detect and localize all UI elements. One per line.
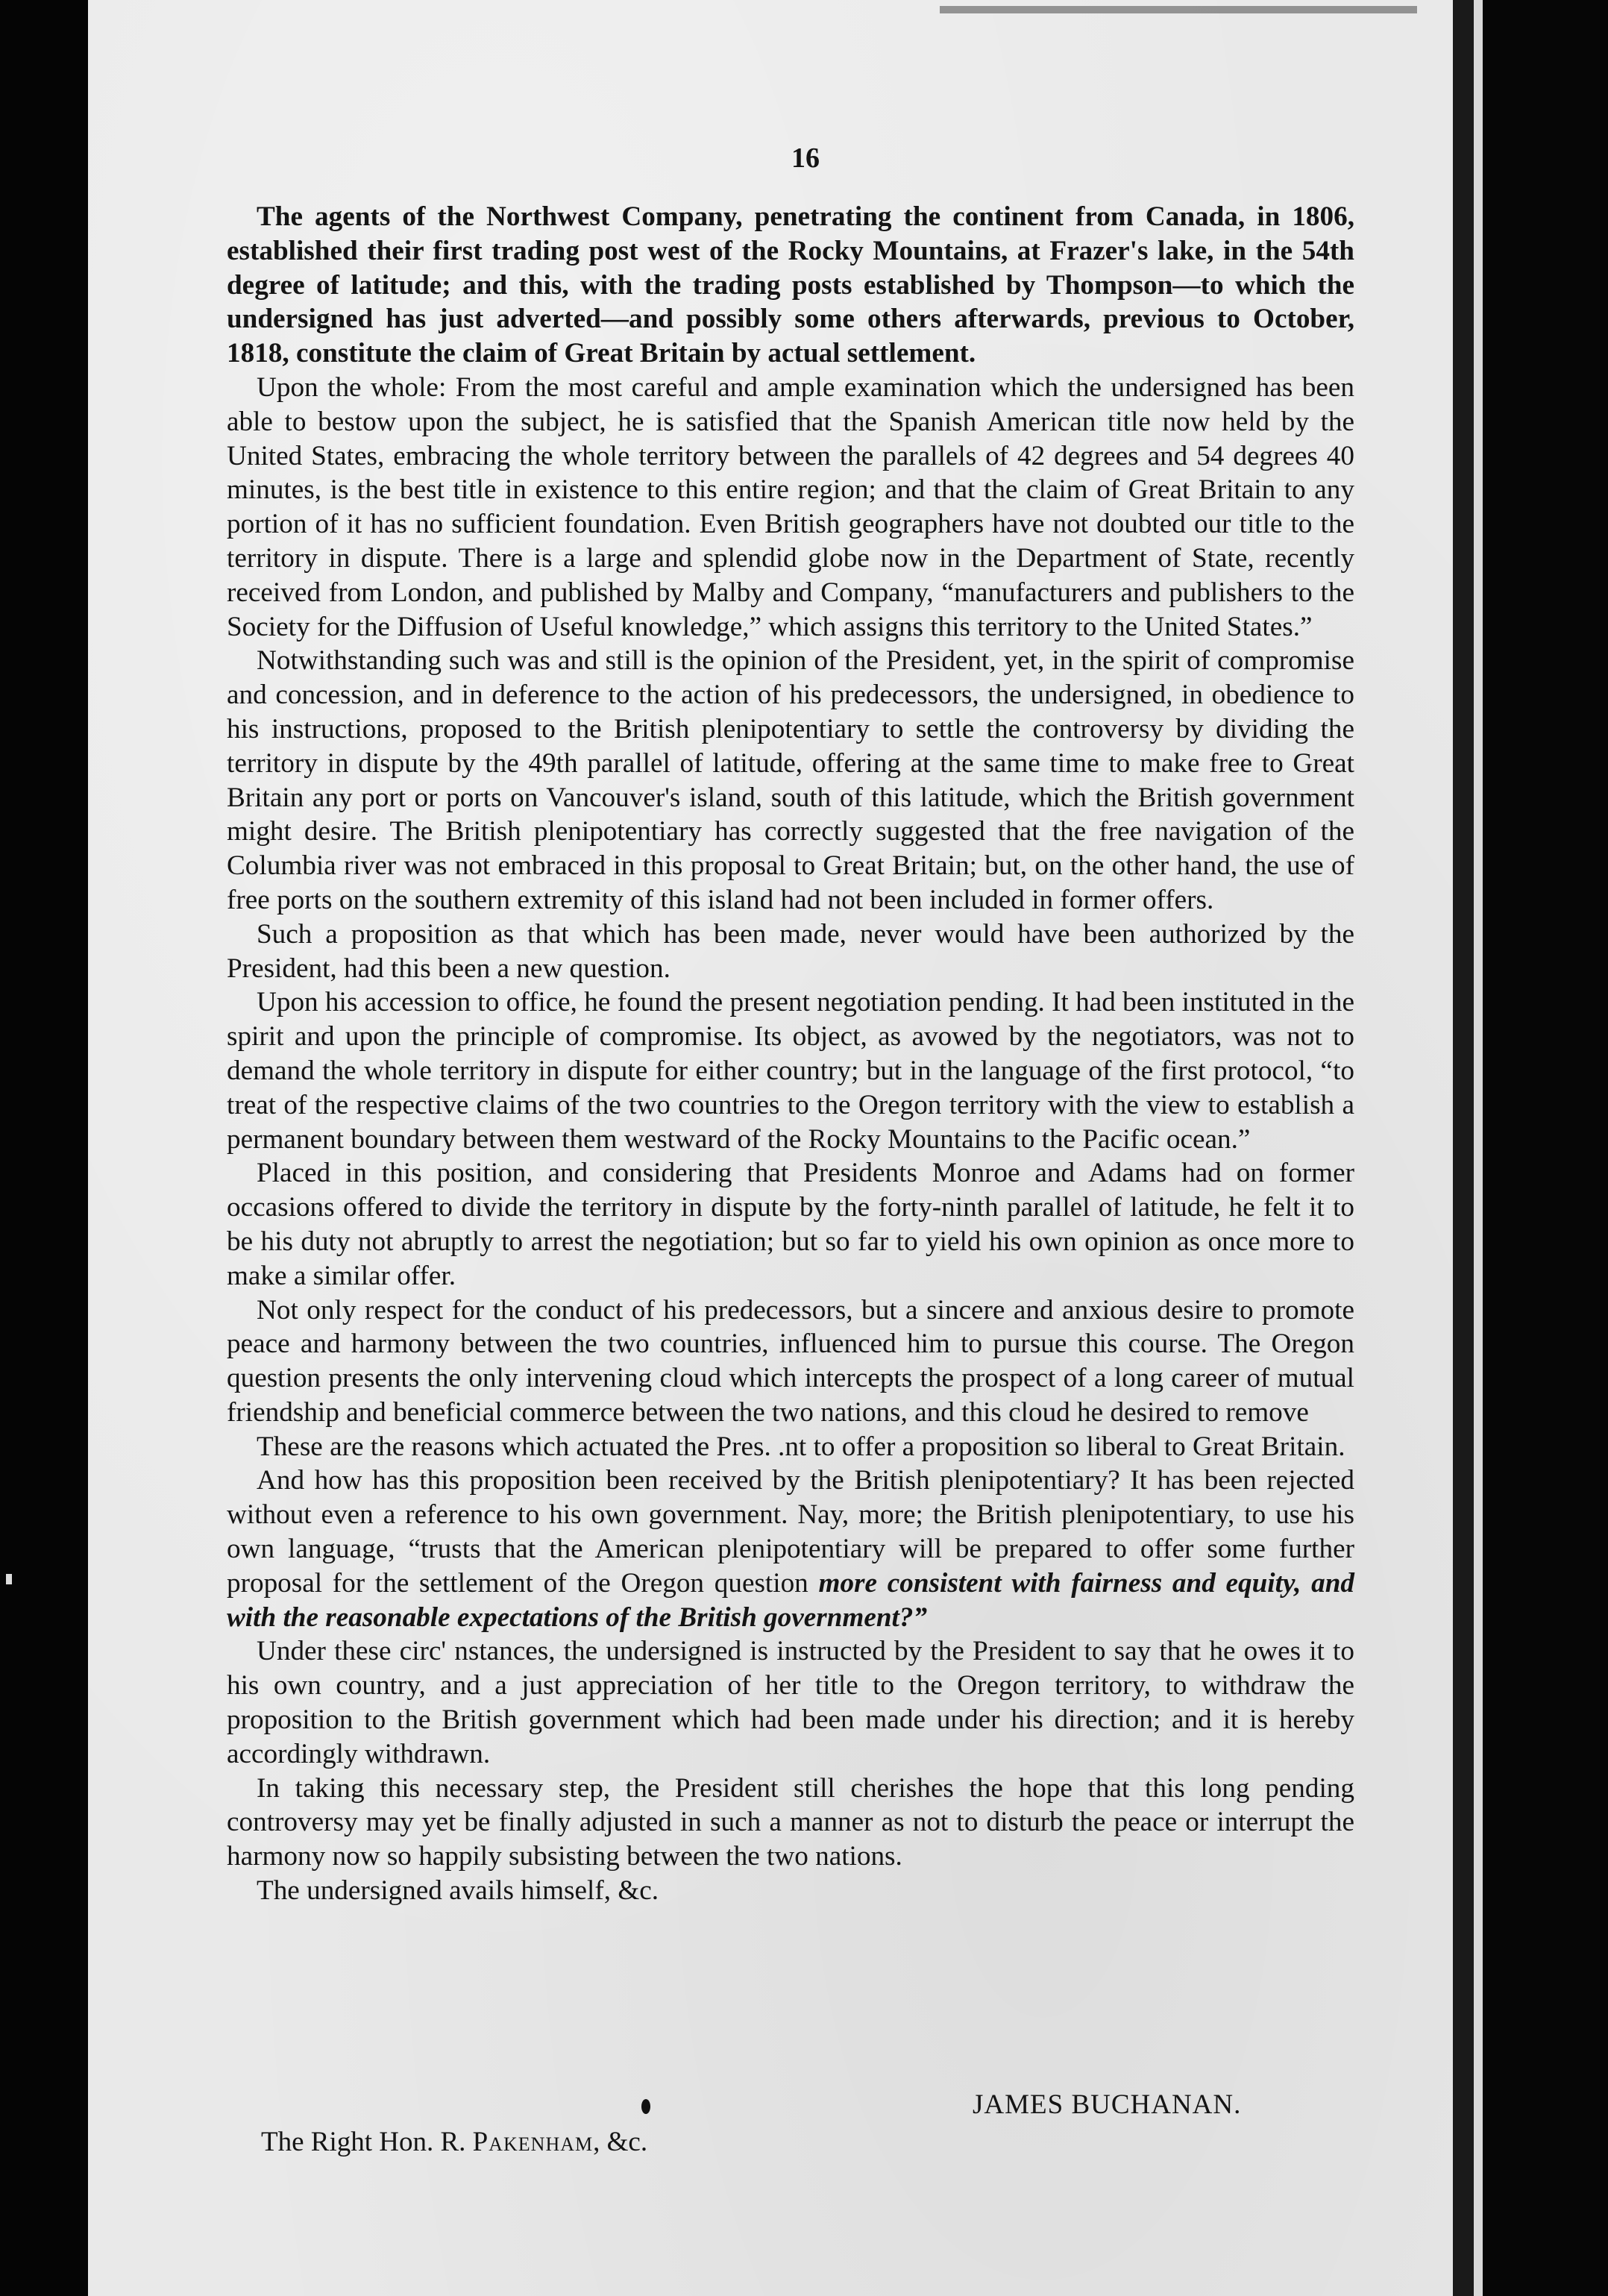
paragraph-not-only-respect [227, 1293, 1354, 1430]
addressee-suffix: , &c. [593, 2127, 648, 2157]
adjacent-page-edge [1474, 0, 1483, 2296]
paragraph-these-are-the-reasons [227, 1430, 1354, 1464]
addressee-name: Pakenham [472, 2127, 594, 2157]
paragraph-northwest-company [227, 200, 1354, 371]
page-edge-shadow [1453, 0, 1474, 2296]
paragraph-text: The agents of the Northwest Company, penetrating the continent from Canada, in 1806, established their first trading post west of the Rocky Mountains, at Frazer's lake, in the 54th degree of latitude; and this, with the trading posts established by Thompson—to which the undersigned has just adverted—and possibly some others afterwards, previous to October, 1818, constitute the claim of Great Britain by actual settlement. [227, 201, 1354, 369]
paragraph-text: Placed in this position, and considering that Presidents Monroe and Adams had on former occasions offered to divide the territory in dispute by the forty-ninth parallel of latitude, he felt it to be his duty not abruptly to arrest the negotiation; but so far to yield his own opinion as once more to make a similar offer. [227, 1158, 1354, 1291]
paragraph-text: Notwithstanding such was and still is the opinion of the President, yet, in the spirit of compromise and concession, and in deference to the action of his predecessors, the undersigned, in obedience to his instructions, proposed to the British plenipotentiary to settle the controversy by dividing the territory in dispute by the 49th parallel of latitude, offering at the same time to make free to Great Britain any port or ports on Vancouver's island, south of this latitude, which the British government might desire. The British plenipotentiary has correctly suggested that the free navigation of the Columbia river was not embraced in this proposal to Great Britain; but, on the other hand, the use of free ports on the southern extremity of this island had not been included in former offers. [227, 645, 1354, 915]
paragraph-text: In taking this necessary step, the President still cherishes the hope that this long pending controversy may yet be finally adjusted in such a manner as not to disturb the peace or interrupt the harmony now so happily subsisting between the two nations. [227, 1772, 1354, 1872]
paragraph-text: Upon his accession to office, he found the present negotiation pending. It had been instituted in the spirit and upon the principle of compromise. Its object, as avowed by the negotiators, was not to demand the whole territory in dispute for either country; but in the language of the first protocol, “to treat of the respective claims of the two countries to the Oregon territory with the view to establish a permanent boundary between them westward of the Rocky Mountains to the Pacific ocean.” [227, 987, 1354, 1155]
top-bleed-mark [940, 6, 1417, 13]
paragraph-placed-in-this-position [227, 1156, 1354, 1293]
margin-speck [6, 1574, 12, 1584]
paragraph-text: Under these circ' nstances, the undersigned is instructed by the President to say that he owes it to his own country, and a just appreciation of her title to the Oregon territory, to withdraw the proposition to the British government which had been made under his direction; and it is hereby accordingly withdrawn. [227, 1636, 1354, 1769]
paragraph-and-how-has [227, 1464, 1354, 1634]
paragraph-text: These are the reasons which actuated the Pres. .nt to offer a proposition so liberal to Great Britain. [257, 1431, 1345, 1462]
signature-name: JAMES BUCHANAN. [973, 2089, 1242, 2120]
addressee-line [261, 2126, 647, 2158]
document-body [227, 142, 1354, 1908]
emphasized-quote: more consistent with fairness and equity, and with the reasonable expectations of the British government?” [227, 1567, 1354, 1633]
page-number: 16 [791, 142, 820, 174]
paragraph-text: Such a proposition as that which has been made, never would have been authorized by the President, had this been a new question. [227, 918, 1354, 984]
paragraph-in-taking-this-step [227, 1772, 1354, 1874]
scan-border-right [1483, 0, 1608, 2296]
paragraph-upon-the-whole [227, 371, 1354, 644]
paragraph-upon-his-accession [227, 985, 1354, 1156]
paragraph-text: And how has this proposition been received by the British plenipotentiary? It has been rejected without even a reference to his own government. Nay, more; the British plenipotentiary, to use his own language, “trusts that the American plenipotentiary will be prepared to offer some further proposal for the settlement of the Oregon question [227, 1465, 1354, 1599]
paragraph-under-these-circumstances [227, 1634, 1354, 1771]
paragraph-notwithstanding [227, 644, 1354, 917]
ink-blot [641, 2099, 650, 2114]
addressee-prefix: The Right Hon. R. [261, 2127, 466, 2157]
paragraph-such-a-proposition [227, 918, 1354, 986]
paragraph-text: Not only respect for the conduct of his predecessors, but a sincere and anxious desire to promote peace and harmony between the two countries, influenced him to pursue this course. The Oregon question presents the only intervening cloud which intercepts the prospect of a long career of mutual friendship and beneficial commerce between the two nations, and this cloud he desired to remove [227, 1294, 1354, 1428]
closing-line: The undersigned avails himself, &c. [257, 1875, 659, 1907]
paragraph-text: Upon the whole: From the most careful and ample examination which the undersigned has been able to bestow upon the subject, he is satisfied that the Spanish American title now held by the United States, embracing the whole territory between the parallels of 42 degrees and 54 degrees 40 minutes, is the best title in existence to this entire region; and that the claim of Great Britain to any portion of it has no sufficient foundation. Even British geographers have not doubted our title to the territory in dispute. There is a large and splendid globe now in the Department of State, recently received from London, and published by Malby and Company, “manufacturers and publishers to the Society for the Diffusion of Useful knowledge,” which assigns this territory to the United States.” [227, 371, 1354, 642]
